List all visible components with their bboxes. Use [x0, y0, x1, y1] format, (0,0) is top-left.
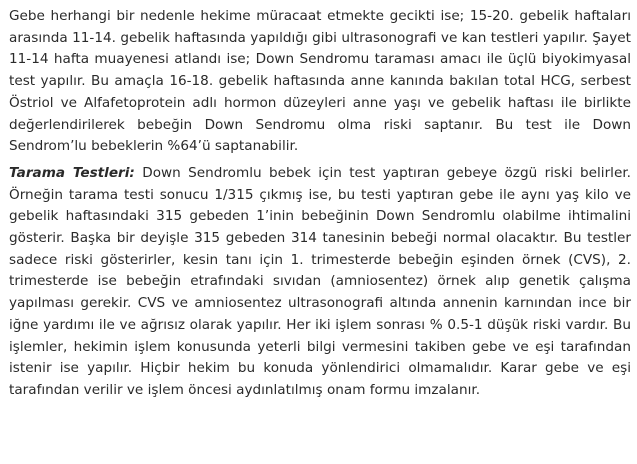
- paragraph-text: Down Sendromlu bebek için test yaptıran gebeye özgü riski belirler. Örneğin tarama testi sonucu 1/315 çıkmış ise, bu testi yaptıran gebe ile aynı yaş kilo ve gebelik haftasındaki 315 gebeden 1’inin bebeğinin Down Sendromlu olabilme ihtimalini gösterir. Başka bir deyişle 315 gebeden 314 tanesinin bebeği normal olacaktır. Bu testler sadece riski gösterirler, kesin tanı için 1. trimesterde bebeğin eşinden örnek (CVS), 2. trimesterde ise bebeğin etrafındaki sıvıdan (amniosentez) örnek alıp genetik çalışma yapılması gerekir. CVS ve amniosentez ultrasonografi altında annenin karnından ince bir iğne yardımı ile ve ağrısız olarak yapılır. Her iki işlem sonrası % 0.5-1 düşük riski vardır. Bu işlemler, hekimin işlem konusunda yeterli bilgi vermesini takiben gebe ve eşi tarafından istenir ise yapılır. Hiçbir hekim bu konuda yönlendirici olmamalıdır. Karar gebe ve eşi tarafından verilir ve işlem öncesi aydınlatılmış onam formu imzalanır.: [9, 164, 631, 398]
- paragraph-screening-tests: [9, 163, 631, 402]
- paragraph-second-trimester: [9, 6, 631, 158]
- paragraph-text: Gebe herhangi bir nedenle hekime müracaat etmekte gecikti ise; 15-20. gebelik haftaları arasında 11-14. gebelik haftasında yapıldığı gibi ultrasonografi ve kan testleri yapılır. Şayet 11-14 hafta muayenesi atlandı ise; Down Sendromu taraması amacı ile üçlü biyokimyasal test yapılır. Bu amaçla 16-18. gebelik haftasında anne kanında bakılan total HCG, serbest Östriol ve Alfafetoprotein adlı hormon düzeyleri anne yaşı ve gebelik haftası ile birlikte değerlendirilerek bebeğin Down Sendromu olma riski saptanır. Bu test ile Down Sendrom’lu bebeklerin %64’ü saptanabilir.: [9, 8, 631, 155]
- term-heading: Tarama Testleri:: [9, 164, 135, 181]
